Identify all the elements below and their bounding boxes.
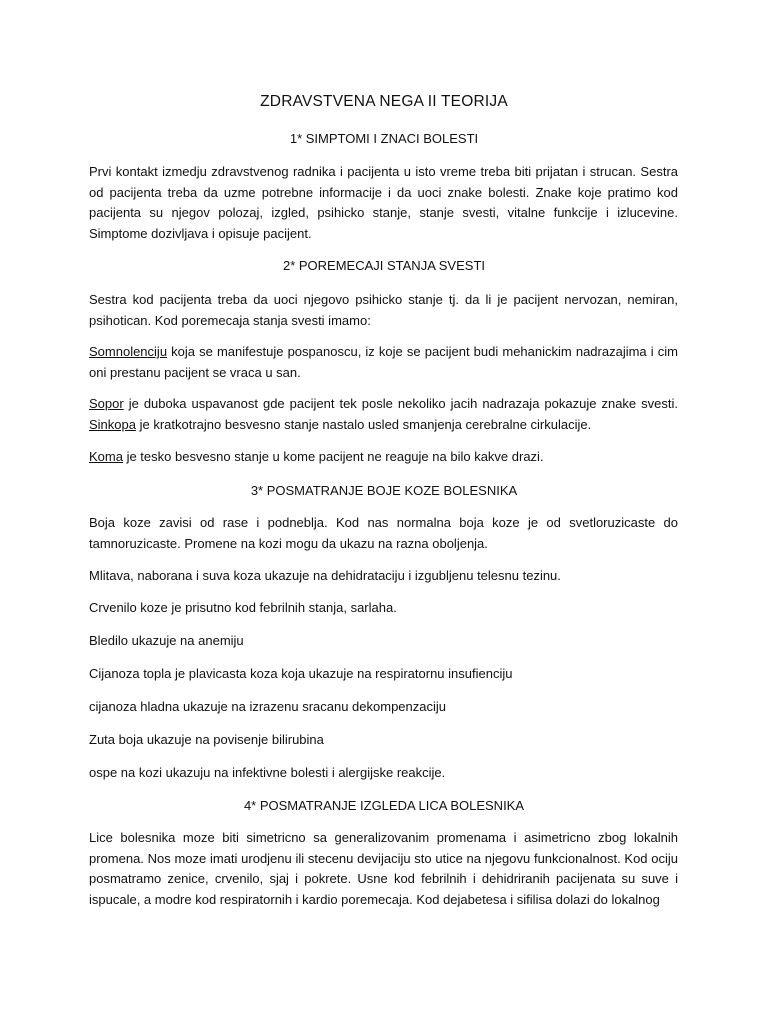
koma-paragraph bbox=[89, 447, 678, 468]
section-3-paragraph-8: ospe na kozi ukazuju na infektivne bolesti i alergijske reakcije. bbox=[89, 765, 446, 780]
sinkopa-term: Sinkopa bbox=[89, 416, 136, 432]
somnolencija-term: Somnolenciju bbox=[89, 344, 168, 359]
section-3-paragraph-3: Crvenilo koze je prisutno kod febrilnih stanja, sarlaha. bbox=[89, 600, 397, 615]
section-1-heading: 1* SIMPTOMI I ZNACI BOLESTI bbox=[289, 131, 479, 146]
section-1-paragraph: Prvi kontakt izmedju zdravstvenog radnika i pacijenta u isto vreme treba biti prijatan i strucan. Sestra od pacijenta treba da uzme potrebne informacije i da uoci znake bolesti. Znake koje pratimo kod pacijenta su njegov polozaj, izgled, psihicko stanje, stanje svesti, vitalne funkcije i izlucevine. Simptome dozivljava i opisuje pacijent. bbox=[89, 164, 678, 241]
document-title: ZDRAVSTVENA NEGA II TEORIJA bbox=[260, 93, 508, 110]
section-3-paragraph-2: Mlitava, naborana i suva koza ukazuje na dehidrataciju i izgubljenu telesnu tezinu. bbox=[89, 568, 561, 583]
section-3-paragraph-5: Cijanoza topla je plavicasta koza koja ukazuje na respiratornu insufienciju bbox=[89, 666, 513, 681]
section-3-paragraph-4: Bledilo ukazuje na anemiju bbox=[89, 633, 244, 648]
somnolencija-text: koja se manifestuje pospanoscu, iz koje se pacijent budi mehanickim nadrazajima i cim oni prestanu pacijent se vraca u san. bbox=[89, 344, 678, 380]
sopor-sinkopa-paragraph bbox=[89, 394, 678, 435]
section-3-paragraph-1: Boja koze zavisi od rase i podneblja. Kod nas normalna boja koze je od svetloruzicaste do tamnoruzicaste. Promene na kozi mogu da ukazu na razna oboljenja. bbox=[89, 515, 678, 551]
section-3-paragraph-6: cijanoza hladna ukazuje na izrazenu sracanu dekompenzaciju bbox=[89, 699, 447, 714]
section-4-paragraph: Lice bolesnika moze biti simetricno sa generalizovanim promenama i asimetricno zbog lokalnih promena. Nos moze imati urodjenu ili stecenu devijaciju sto utice na njegovu funkcionalnost. Kod ociju posmatramo zenice, crvenilo, sjaj i pokrete. Usne kod febrilnih i dehidriranih pacijenata su suve i ispucale, a modre kod respiratornih i kardio poremecaja. Kod dejabetesa i sifilisa dolazi do lokalnog bbox=[89, 830, 678, 907]
sinkopa-text: je kratkotrajno besvesno stanje nastalo usled smanjenja cerebralne cirkulacije. bbox=[135, 416, 592, 432]
section-3-paragraph-7: Zuta boja ukazuje na povisenje bilirubina bbox=[89, 732, 324, 747]
section-4-heading: 4* POSMATRANJE IZGLEDA LICA BOLESNIKA bbox=[243, 798, 525, 813]
somnolencija-paragraph bbox=[89, 342, 678, 383]
section-2-paragraph: Sestra kod pacijenta treba da uoci njegovo psihicko stanje tj. da li je pacijent nervozan, nemiran, psihotican. Kod poremecaja stanja svesti imamo: bbox=[89, 292, 678, 328]
section-2-heading: 2* POREMECAJI STANJA SVESTI bbox=[282, 258, 486, 273]
section-3-heading: 3* POSMATRANJE BOJE KOZE BOLESNIKA bbox=[250, 483, 518, 498]
sopor-text: je duboka uspavanost gde pacijent tek posle nekoliko jacih nadrazaja pokazuje znake svesti. bbox=[123, 396, 678, 411]
sopor-term: Sopor bbox=[89, 396, 124, 411]
koma-term: Koma bbox=[89, 449, 123, 464]
koma-text: je tesko besvesno stanje u kome pacijent ne reaguje na bilo kakve drazi. bbox=[122, 449, 544, 464]
